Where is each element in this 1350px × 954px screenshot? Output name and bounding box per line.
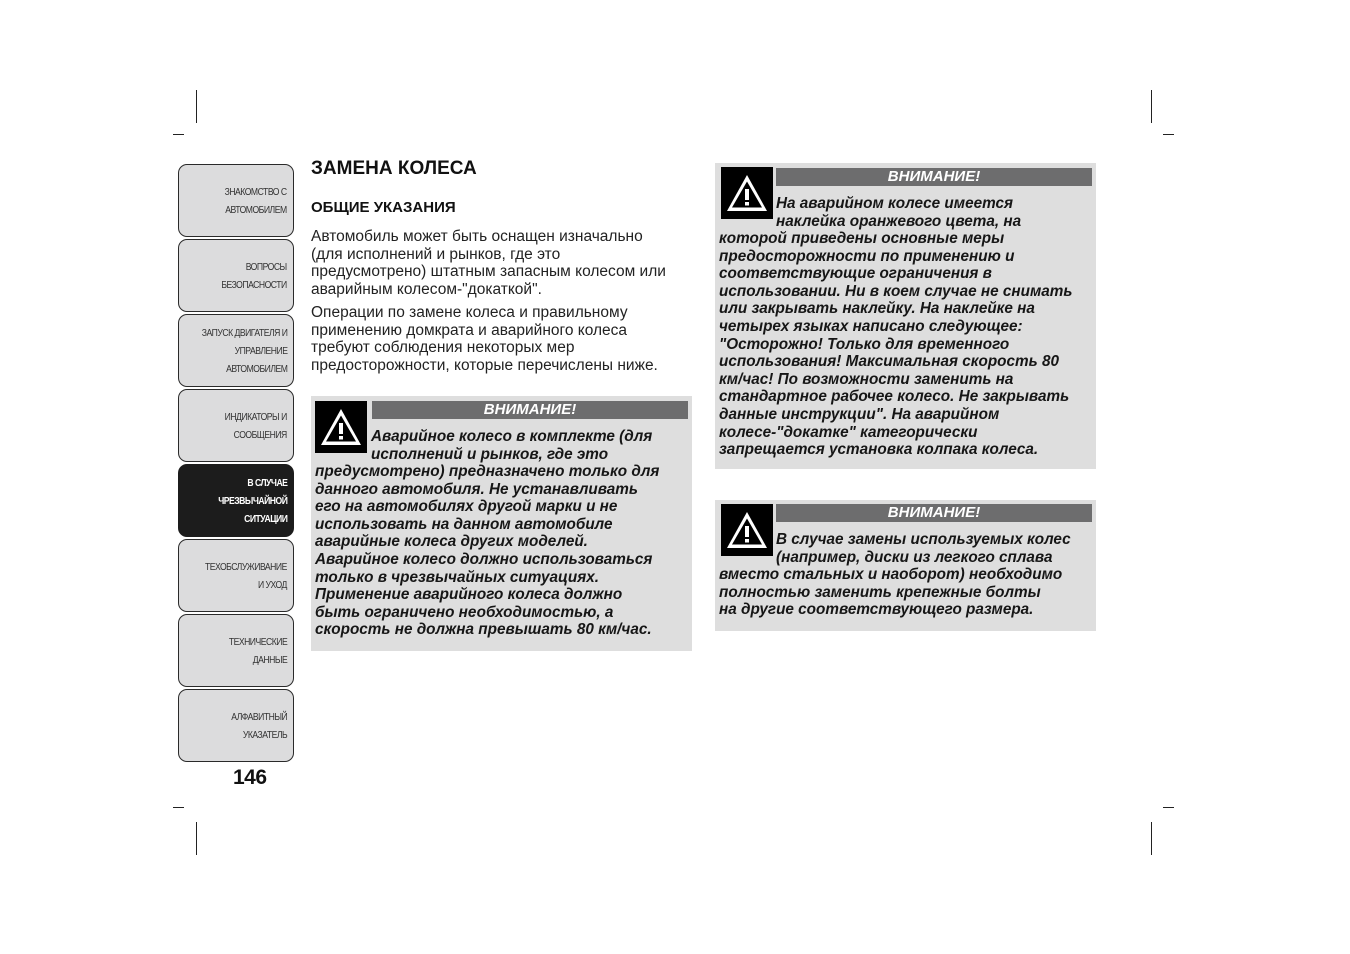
tab-label: ЗАПУСК ДВИГАТЕЛЯ И УПРАВЛЕНИЕ АВТОМОБИЛЕМ [201, 326, 287, 375]
paragraph: Операции по замене колеса и правильному применению домкрата и аварийного колеса требуют соблюдения некоторых мер предосторожности, которые перечислены ниже. [311, 304, 658, 375]
warning-text: вместо стальных и наоборот) необходимо полностью заменить крепежные болты на другие соответствующего размера. [719, 566, 1063, 619]
warning-box [311, 396, 692, 651]
warning-header: ВНИМАНИЕ! [776, 504, 1092, 522]
crop-mark [173, 134, 184, 135]
tab-label: ИНДИКАТОРЫ И СООБЩЕНИЯ [224, 410, 287, 441]
warning-text: предусмотрено) предназначено только для данного автомобиля. Не устанавливать его на автомобилях другой марки и не использовать на данном автомобиле аварийные колеса других моделей. Аварийное колесо должно использоваться только в чрезвычайных ситуациях. Применение аварийного колеса должно быть ограничено необходимостью, а скорость не должна превышать 80 км/час. [315, 463, 660, 639]
warning-box [715, 163, 1096, 469]
tab-technical-data[interactable] [178, 614, 294, 687]
tab-label: ТЕХОБСЛУЖИВАНИЕ И УХОД [205, 560, 287, 591]
crop-mark [1163, 134, 1174, 135]
tab-safety[interactable] [178, 239, 294, 312]
tab-label: ТЕХНИЧЕСКИЕ ДАННЫЕ [228, 635, 287, 666]
tab-emergency[interactable] [178, 464, 294, 537]
tab-label: ВОПРОСЫ БЕЗОПАСНОСТИ [221, 260, 287, 291]
warning-triangle-icon [315, 401, 367, 453]
page-number: 146 [233, 766, 267, 789]
warning-header: ВНИМАНИЕ! [776, 168, 1092, 186]
crop-mark [1151, 822, 1152, 855]
tab-label: ЗНАКОМСТВО С АВТОМОБИЛЕМ [224, 185, 287, 216]
section-subtitle: ОБЩИЕ УКАЗАНИЯ [311, 199, 456, 216]
paragraph: Автомобиль может быть оснащен изначально (для исполнений и рынков, где это предусмотрено) штатным запасным колесом или аварийным колесом-"докаткой". [311, 228, 666, 299]
tab-engine-start-driving[interactable] [178, 314, 294, 387]
tab-vehicle-intro[interactable] [178, 164, 294, 237]
warning-text: которой приведены основные меры предосторожности по применению и соответствующие ограничения в использовании. Ни в коем случае не снимать или закрывать наклейку. На наклейке на четырех языках написано следующее: "Осторожно! Только для временного использования! Максимальная скорость 80 км/час! По возможности заменить на стандартное рабочее колесо. Не закрывать данные инструкции". На аварийном колесе-"докатке" категорически запрещается установка колпака колеса. [719, 230, 1073, 459]
warning-text: Аварийное колесо в комплекте (для исполнений и рынков, где это [371, 428, 653, 463]
tab-maintenance[interactable] [178, 539, 294, 612]
crop-mark [1151, 90, 1152, 123]
warning-triangle-icon [721, 504, 773, 556]
tab-label: В СЛУЧАЕ ЧРЕЗВЫЧАЙНОЙ СИТУАЦИИ [217, 476, 287, 525]
warning-box [715, 500, 1096, 631]
crop-mark [173, 807, 184, 808]
tab-indicators-messages[interactable] [178, 389, 294, 462]
warning-text: В случае замены используемых колес (например, диски из легкого сплава [776, 531, 1071, 566]
warning-triangle-icon [721, 167, 773, 219]
crop-mark [196, 90, 197, 123]
tab-label: АЛФАВИТНЫЙ УКАЗАТЕЛЬ [231, 710, 287, 741]
warning-text: На аварийном колесе имеется наклейка оранжевого цвета, на [776, 195, 1022, 230]
section-title: ЗАМЕНА КОЛЕСА [311, 158, 477, 179]
crop-mark [1163, 807, 1174, 808]
crop-mark [196, 822, 197, 855]
tab-index[interactable] [178, 689, 294, 762]
warning-header: ВНИМАНИЕ! [372, 401, 688, 419]
